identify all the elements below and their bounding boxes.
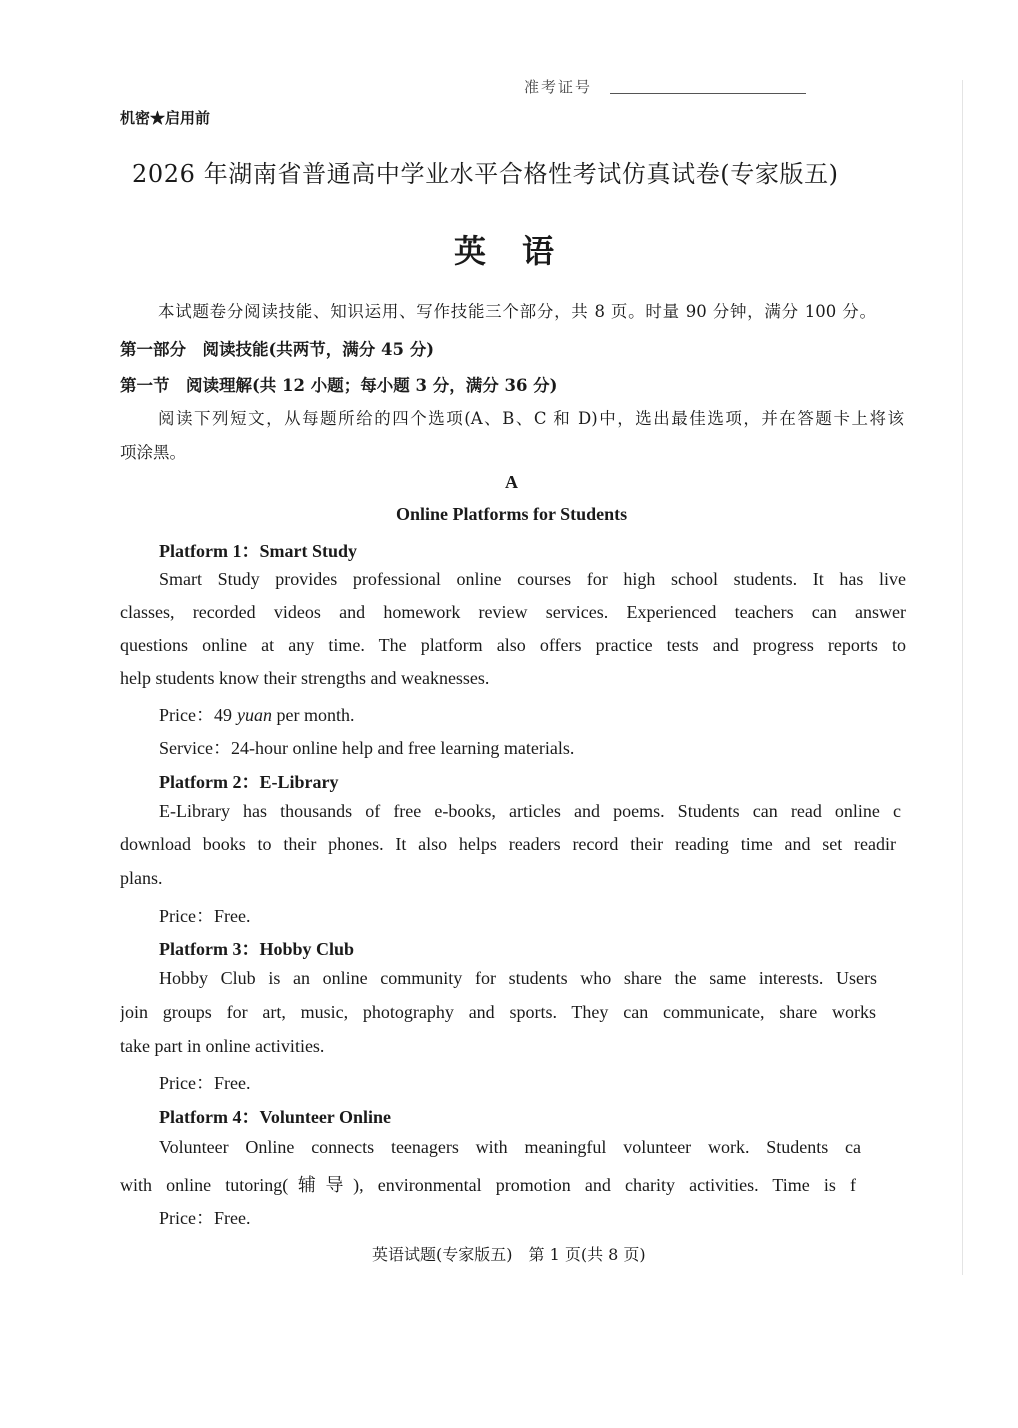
passage-label: A <box>505 472 518 492</box>
exam-title: 2026 年湖南省普通高中学业水平合格性考试仿真试卷(专家版五) <box>132 160 839 188</box>
platform-1-service: Service：24-hour online help and free learning materials. <box>159 738 575 758</box>
exam-number-label: 准考证号 <box>524 78 593 96</box>
part1-heading: 第一部分 阅读技能(共两节，满分 45 分) <box>120 340 435 359</box>
platform-1-heading: Platform 1：Smart Study <box>159 541 357 561</box>
platform-2-heading: Platform 2：E-Library <box>159 772 339 792</box>
confidential-mark: 机密★启用前 <box>120 109 211 127</box>
price-unit: yuan <box>236 705 272 725</box>
platform-1-price <box>159 701 354 727</box>
price-label: Price： <box>159 705 214 725</box>
intro-text: 本试题卷分阅读技能、知识运用、写作技能三个部分，共 8 页。时量 90 分钟，满分 100 分。 <box>158 302 876 321</box>
platform-1-line-4: help students know their strengths and weaknesses. <box>120 668 490 688</box>
platform-3-price: Price：Free. <box>159 1073 251 1093</box>
platform-1-line-3: questions online at any time. The platform also offers practice tests and progress reports to <box>120 635 906 655</box>
platform-2-line-2: download books to their phones. It also helps readers record their reading time and set readir <box>120 834 896 854</box>
passage-title: Online Platforms for Students <box>396 504 628 524</box>
platform-3-line-1: Hobby Club is an online community for students who share the same interests. Users <box>159 968 877 988</box>
subject-title: 英语 <box>454 232 591 270</box>
page-footer: 英语试题(专家版五) 第 1 页(共 8 页) <box>372 1245 646 1264</box>
platform-2-line-1: E-Library has thousands of free e-books, articles and poems. Students can read online c <box>159 801 901 821</box>
platform-4-price: Price：Free. <box>159 1208 251 1228</box>
exam-number-blank <box>610 93 806 94</box>
platform-3-heading: Platform 3：Hobby Club <box>159 939 355 959</box>
price-suffix: per month. <box>271 705 355 725</box>
platform-1-line-2: classes, recorded videos and homework review services. Experienced teachers can answer <box>120 602 906 622</box>
platform-3-line-3: take part in online activities. <box>120 1036 325 1056</box>
platform-2-line-3: plans. <box>120 868 163 888</box>
platform-1-line-1: Smart Study provides professional online courses for high school students. It has live <box>159 569 906 589</box>
section1-heading: 第一节 阅读理解(共 12 小题；每小题 3 分，满分 36 分) <box>120 376 558 395</box>
page-edge <box>962 80 963 1275</box>
platform-4-line-2: with online tutoring(辅导), environmental promotion and charity activities. Time is f <box>120 1175 856 1195</box>
platform-4-line-1: Volunteer Online connects teenagers with meaningful volunteer work. Students ca <box>159 1137 861 1157</box>
instruction-line-2: 项涂黑。 <box>120 443 186 462</box>
price-number: 49 <box>213 705 232 725</box>
platform-3-line-2: join groups for art, music, photography and sports. They can communicate, share works <box>120 1002 876 1022</box>
platform-2-price: Price：Free. <box>159 906 251 926</box>
platform-4-heading: Platform 4：Volunteer Online <box>159 1107 391 1127</box>
instruction-line-1: 阅读下列短文，从每题所给的四个选项(A、B、C 和 D)中，选出最佳选项，并在答题卡上将该 <box>158 409 904 428</box>
